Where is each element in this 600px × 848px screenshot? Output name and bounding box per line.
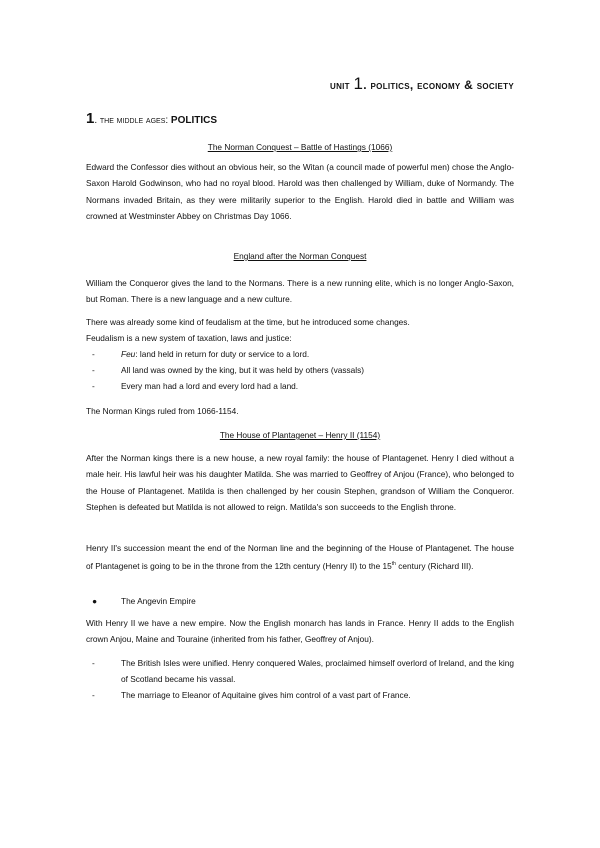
list-text: : land held in return for duty or service to a lord. [135, 349, 310, 359]
title-number: 1 [353, 74, 364, 93]
title-text: . politics, economy & society [363, 78, 514, 92]
subheading: The House of Plantagenet – Henry II (1154) [219, 430, 381, 440]
title-prefix: unit [330, 78, 350, 92]
heading-number: 1 [86, 110, 95, 127]
paragraph [86, 540, 514, 574]
text: century (Richard III). [395, 561, 474, 572]
list-text: The marriage to Eleanor of Aquitaine gives him control of a vast part of France. [121, 690, 411, 700]
paragraph: Feudalism is a new system of taxation, laws and justice: [86, 333, 292, 343]
paragraph: Edward the Confessor dies without an obvious heir, so the Witan (a council made of powerful men) chose the Anglo-Saxon Harold Godwinson, who had no royal blood. Harold was then challenged by William, duke of Normandy. The Normans invaded Britain, as they were militarily superior to the English. Harold died in battle and William was crowned at Westminster Abbey on Christmas Day 1066. [86, 162, 514, 221]
term: Feu [121, 349, 136, 359]
superscript: th [391, 561, 396, 568]
list-text: The British Isles were unified. Henry conquered Wales, proclaimed himself overlord of Ireland, and the king of Scotland became his vassal. [121, 658, 514, 685]
text: Henry II's succession meant the end of the Norman line and the beginning of the House of Plantagenet. The house of Plantagenet is going to be in the throne from the 12th century (Henry II) to the 15 [86, 543, 514, 572]
list-text: The Angevin Empire [121, 596, 196, 606]
bullet-icon: ● [92, 596, 98, 606]
heading-text: . the middle ages: [94, 115, 171, 126]
section-heading [86, 110, 217, 127]
subheading: England after the Norman Conquest [233, 251, 367, 261]
list-text: All land was owned by the king, but it was held by others (vassals) [121, 365, 365, 375]
paragraph: There was already some kind of feudalism at the time, but he introduced some changes. [86, 317, 410, 327]
paragraph: After the Norman kings there is a new house, a new royal family: the house of Plantagenet. Henry I died without a male heir. His lawful heir was his daughter Matilda. She was married to Geoffrey of Anjou (France), who belonged to the House of Plantagenet. Matilda is then challenged by her cousin Stephen, grandson of William the Conqueror. Stephen is defeated but Matilda is not allowed to reign. Matilda's son succeeds to the English throne. [86, 453, 514, 512]
paragraph: The Norman Kings ruled from 1066-1154. [86, 406, 239, 416]
unit-title [330, 74, 514, 94]
paragraph: With Henry II we have a new empire. Now the English monarch has lands in France. Henry II adds to the English crown Anjou, Maine and Touraine (inherited from his father, Geoffrey of Anjou). [86, 618, 514, 645]
paragraph: William the Conqueror gives the land to the Normans. There is a new running elite, which is no longer Anglo-Saxon, but Roman. There is a new language and a new culture. [86, 278, 514, 305]
heading-bold: POLITICS [170, 115, 218, 126]
list-text: Every man had a lord and every lord had a land. [121, 381, 299, 391]
subheading: The Norman Conquest – Battle of Hastings (1066) [207, 142, 393, 152]
document-page: unit 1. politics, economy & society 1. the middle ages: POLITICS The Norman Conquest – Battle of Hastings (1066) Edward the Confessor dies without an obvious heir, so the Witan (a council made of powerful men) chose the Anglo-Saxon Harold Godwinson, who had no royal blood. Harold was then challenged by William, duke of Normandy. The Normans invaded Britain, as they were militarily superior to the English. Harold died in battle and William was crowned at Westminster Abbey on Christmas Day 1066. England after the Norman Conquest William the Conqueror gives the land to the Normans. There is a new running elite, which is no longer Anglo-Saxon, but Roman. There is a new language and a new culture. There was already some kind of feudalism at the time, but he introduced some changes. Feudalism is a new system of taxation, laws and justice: - Feu: land held in return for duty or service to a lord. - All land was owned by the king, but it was held by others (vassals) - Every man had a lord and every lord had a land. The Norman Kings ruled from 1066-1154. The House of Plantagenet – Henry II (1154) After the Norman kings there is a new house, a new royal family: the house of Plantagenet. Henry I died without a male heir. His lawful heir was his daughter Matilda. She was married to Geoffrey of Anjou (France), who belonged to the House of Plantagenet. Matilda is then challenged by her cousin Stephen, grandson of William the Conqueror. Stephen is defeated but Matilda is not allowed to reign. Matilda's son succeeds to the English throne. Henry II's succession meant the end of the Norman line and the beginning of the House of Plantagenet. The house of Plantagenet is going to be in the throne from the 12th century (Henry II) to the 15th century (Richard III). ● The Angevin Empire With Henry II we have a new empire. Now the English monarch has lands in France. Henry II adds to the English crown Anjou, Maine and Touraine (inherited from his father, Geoffrey of Anjou). - The British Isles were unified. Henry conquered Wales, proclaimed himself overlord of Ireland, and the king of Scotland became his vassal. - The marriage to Eleanor of Aquitaine gives him control of a vast part of France. [0, 0, 600, 848]
